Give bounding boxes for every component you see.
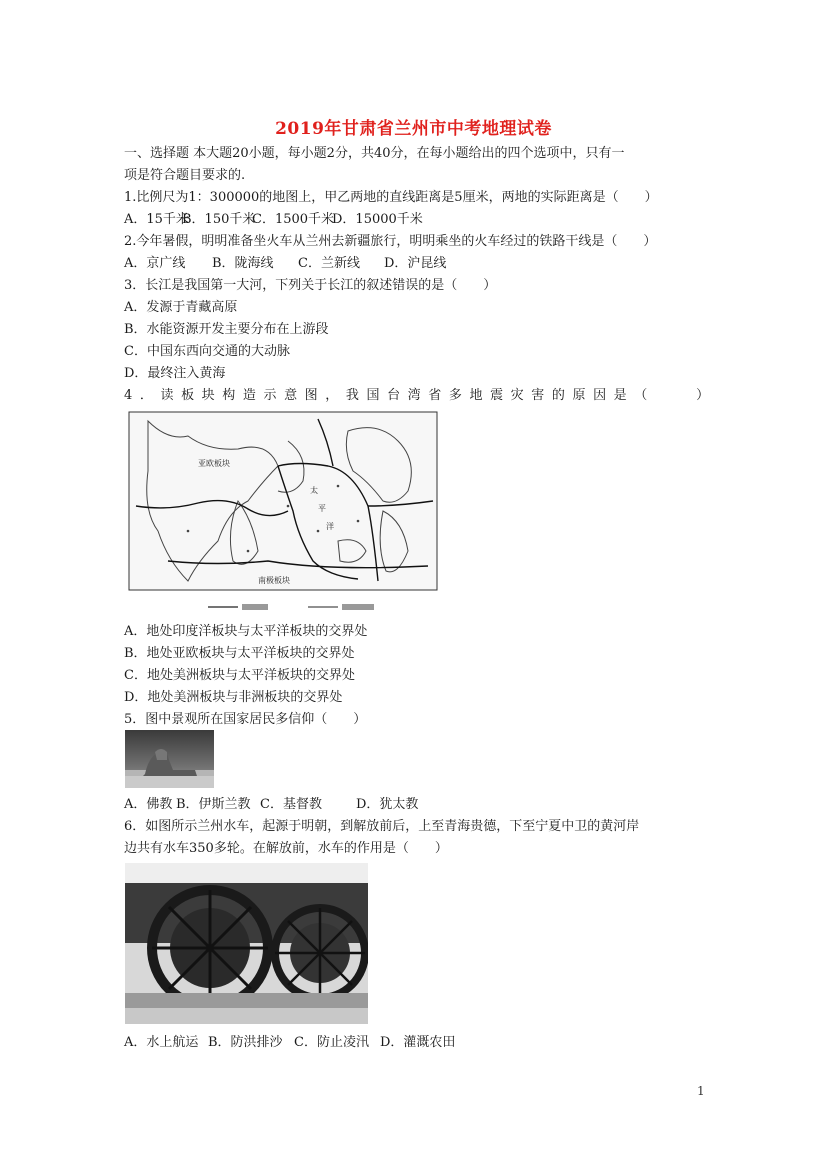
question-3-option-c: C．中国东西向交通的大动脉 — [124, 344, 290, 359]
option-d: D．15000千米 — [332, 212, 423, 227]
question-4-option-b: B．地处亚欧板块与太平洋板块的交界处 — [124, 646, 355, 661]
option-c: C．基督教 — [260, 797, 322, 812]
question-1-stem: 1.比例尺为1：300000的地图上，甲乙两地的直线距离是5厘米，两地的实际距离是（ ） — [124, 190, 658, 205]
option-d: D．灌溉农田 — [380, 1035, 456, 1050]
plate-tectonics-map — [128, 411, 438, 621]
question-3-option-b: B．水能资源开发主要分布在上游段 — [124, 322, 329, 337]
question-6-options — [124, 1034, 455, 1052]
section-instruction-line2: 项是符合题目要求的. — [124, 168, 246, 183]
option-b: B．防洪排沙 — [208, 1035, 283, 1050]
label-pacific-1: 太 — [310, 486, 318, 495]
option-c: C．防止凌汛 — [294, 1035, 369, 1050]
section-instruction-line1: 一、选择题 本大题20小题，每小题2分，共40分，在每小题给出的四个选项中，只有一 — [124, 146, 625, 161]
question-3-option-d: D．最终注入黄海 — [124, 366, 226, 381]
question-5-options — [124, 796, 418, 814]
option-d: D．犹太教 — [356, 797, 419, 812]
question-4-option-a: A．地处印度洋板块与太平洋板块的交界处 — [124, 624, 368, 639]
question-6-stem-line1: 6．如图所示兰州水车，起源于明朝，到解放前后，上至青海贵德，下至宁夏中卫的黄河岸 — [124, 819, 640, 834]
option-a: A．15千米 — [124, 212, 189, 227]
question-3-option-a: A．发源于青藏高原 — [124, 300, 238, 315]
option-c: C．兰新线 — [298, 256, 360, 271]
lanzhou-waterwheel-photo — [125, 863, 368, 1024]
question-2-stem: 2.今年暑假，明明准备坐火车从兰州去新疆旅行，明明乘坐的火车经过的铁路干线是（ ） — [124, 234, 657, 249]
page-title: 2019年甘肃省兰州市中考地理试卷 — [275, 119, 552, 139]
option-d: D．沪昆线 — [384, 256, 447, 271]
option-b: B．伊斯兰教 — [176, 797, 251, 812]
option-b: B．150千米 — [182, 212, 256, 227]
question-6-stem-line2: 边共有水车350多轮。在解放前，水车的作用是（ ） — [124, 841, 448, 856]
page-number: 1 — [697, 1084, 705, 1098]
option-a: A．京广线 — [124, 256, 186, 271]
option-b: B．陇海线 — [212, 256, 274, 271]
sphinx-photo — [125, 730, 214, 788]
question-5-stem: 5．图中景观所在国家居民多信仰（ ） — [124, 712, 367, 727]
question-4-option-c: C．地处美洲板块与太平洋板块的交界处 — [124, 668, 355, 683]
question-3-stem: 3．长江是我国第一大河，下列关于长江的叙述错误的是（ ） — [124, 278, 497, 293]
question-2-options — [124, 255, 446, 273]
label-pacific-2: 平 — [318, 504, 326, 513]
label-antarctic: 南极板块 — [258, 576, 290, 585]
option-a: A．佛教 — [124, 797, 173, 812]
option-a: A．水上航运 — [124, 1035, 199, 1050]
label-eurasia: 亚欧板块 — [198, 459, 230, 468]
question-4-stem: 4．读板块构造示意图，我国台湾省多地震灾害的原因是（ ） — [124, 388, 717, 403]
question-4-option-d: D．地处美洲板块与非洲板块的交界处 — [124, 690, 343, 705]
option-c: C．1500千米 — [252, 212, 335, 227]
question-1-options — [124, 211, 423, 229]
label-pacific-3: 洋 — [326, 522, 334, 531]
